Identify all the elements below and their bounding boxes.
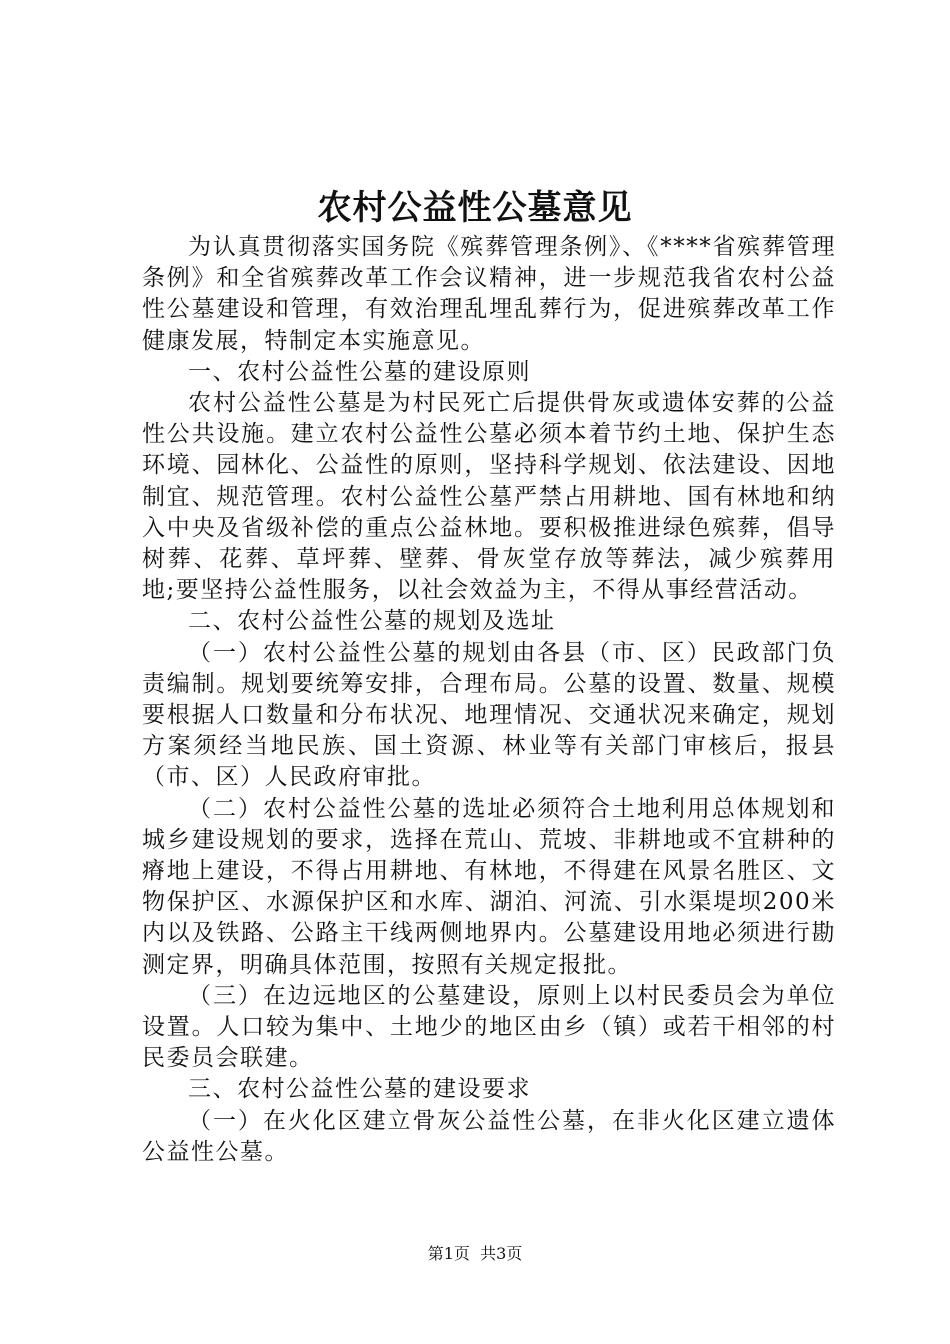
document-title: 农村公益性公墓意见 [317, 188, 633, 228]
paragraph-section-1: 农村公益性公墓是为村民死亡后提供骨灰或遗体安葬的公益性公共设施。建立农村公益性公墓必须本着节约土地、保护生态环境、园林化、公益性的原则，坚持科学规划、依法建设、因地制宜、规范管理。农村公益性公墓严禁占用耕地、国有林地和纳入中央及省级补偿的重点公益林地。要积极推进绿色殡葬，倡导树葬、花葬、草坪葬、壁葬、骨灰堂存放等葬法，减少殡葬用地;要坚持公益性服务，以社会效益为主，不得从事经营活动。 [142, 390, 836, 604]
paragraph-section-2-item-2: （二）农村公益性公墓的选址必须符合土地利用总体规划和城乡建设规划的要求，选择在荒山、荒坡、非耕地或不宜耕种的瘠地上建设，不得占用耕地、有林地，不得建在风景名胜区、文物保护区、水源保护区和水库、湖泊、河流、引水渠堤坝200米内以及铁路、公路主干线两侧地界内。公墓建设用地必须进行勘测定界，明确具体范围，按照有关规定报批。 [142, 795, 836, 978]
paragraph-intro: 为认真贯彻落实国务院《殡葬管理条例》、《****省殡葬管理条例》和全省殡葬改革工作会议精神，进一步规范我省农村公益性公墓建设和管理，有效治理乱埋乱葬行为，促进殡葬改革工作健康发展，特制定本实施意见。 [142, 234, 836, 354]
page-number: 第1页 [427, 1244, 470, 1263]
section-heading-1: 一、农村公益性公墓的建设原则 [188, 358, 531, 385]
footer-spacer [470, 1244, 480, 1263]
page-total: 共3页 [480, 1244, 523, 1263]
page-footer [0, 1242, 950, 1266]
document-body [142, 232, 836, 1168]
paragraph-section-2-item-3: （三）在边远地区的公墓建设，原则上以村民委员会为单位设置。人口较为集中、土地少的地区由乡（镇）或若干相邻的村民委员会联建。 [142, 982, 836, 1072]
paragraph-section-3-item-1: （一）在火化区建立骨灰公益性公墓，在非火化区建立遗体公益性公墓。 [142, 1107, 836, 1165]
section-heading-3: 三、农村公益性公墓的建设要求 [188, 1076, 531, 1103]
paragraph-section-2-item-1: （一）农村公益性公墓的规划由各县（市、区）民政部门负责编制。规划要统筹安排，合理布局。公墓的设置、数量、规模要根据人口数量和分布状况、地理情况、交通状况来确定，规划方案须经当地民族、国土资源、林业等有关部门审核后，报县（市、区）人民政府审批。 [142, 639, 836, 791]
section-heading-2: 二、农村公益性公墓的规划及选址 [188, 608, 556, 635]
